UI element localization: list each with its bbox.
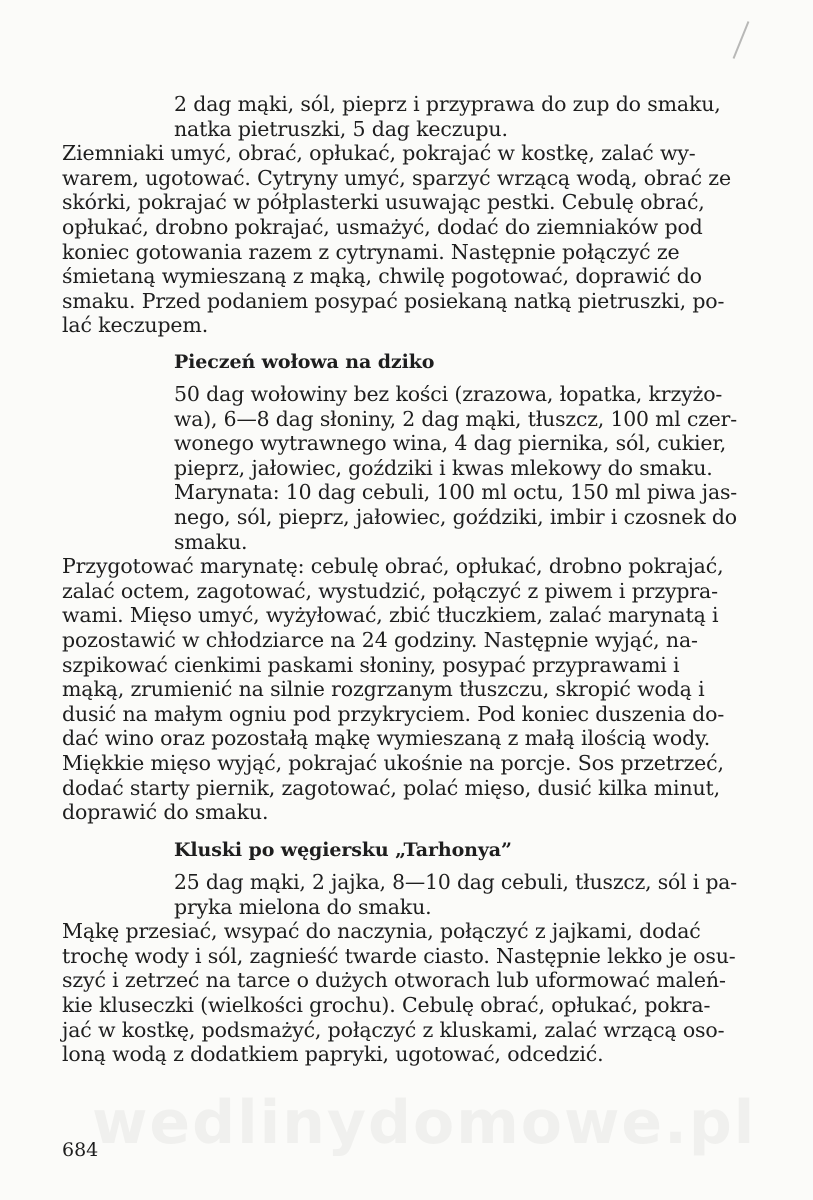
instruction-line: trochę wody i sól, zagnieść twarde ciasto. Następnie lekko je osu- <box>62 943 736 968</box>
instruction-line: skórki, pokrajać w półplasterki usuwając pestki. Cebulę obrać, <box>62 190 705 215</box>
recipe-1-block <box>62 382 737 825</box>
instruction-line: doprawić do smaku. <box>62 800 269 825</box>
instruction-line: mąką, zrumienić na silnie rozgrzanym tłuszczu, skropić wodą i <box>62 677 705 702</box>
instruction-line: lać keczupem. <box>62 313 209 338</box>
ingredient-line: wonego wytrawnego wina, 4 dag piernika, sól, cukier, <box>174 431 727 456</box>
instruction-line: wami. Mięso umyć, wyżyłować, zbić tłuczkiem, zalać marynatą i <box>62 603 719 628</box>
ingredient-line: pieprz, jałowiec, goździki i kwas mlekowy do smaku. <box>174 455 713 480</box>
ingredient-line: 25 dag mąki, 2 jajka, 8—10 dag cebuli, tłuszcz, sól i pa- <box>174 870 737 894</box>
instruction-line: pozostawić w chłodziarce na 24 godziny. Następnie wyjąć, na- <box>62 627 698 652</box>
instruction-line: dodać starty piernik, zagotować, polać mięso, dusić kilka minut, <box>62 775 721 800</box>
instruction-line: szyć i zetrzeć na tarce o dużych otworach lub uformować maleń- <box>62 968 726 993</box>
page-number: 684 <box>62 1139 99 1161</box>
instruction-line: Miękkie mięso wyjąć, pokrajać ukośnie na porcje. Sos przetrzeć, <box>62 750 724 775</box>
intro-block <box>62 92 737 338</box>
ingredient-line: wa), 6—8 dag słoniny, 2 dag mąki, tłuszcz, 100 ml czer- <box>174 406 737 431</box>
recipe-2-block <box>62 870 737 1067</box>
instruction-line: Mąkę przesiać, wsypać do naczynia, połączyć z jajkami, dodać <box>62 919 701 944</box>
instruction-line: dać wino oraz pozostałą mąkę wymieszaną z małą ilością wody. <box>62 726 711 751</box>
instruction-line: Ziemniaki umyć, obrać, opłukać, pokrajać w kostkę, zalać wy- <box>62 141 696 166</box>
scan-artifact <box>733 21 750 59</box>
ingredient-line: pryka mielona do smaku. <box>174 894 432 919</box>
ingredient-line: Marynata: 10 dag cebuli, 100 ml octu, 150 ml piwa jas- <box>174 480 738 505</box>
instruction-line: warem, ugotować. Cytryny umyć, sparzyć wrzącą wodą, obrać ze <box>62 165 731 190</box>
ingredient-line: nego, sól, pieprz, jałowiec, goździki, imbir i czosnek do <box>174 504 737 529</box>
ingredient-line: natka pietruszki, 5 dag keczupu. <box>174 116 508 141</box>
ingredient-line: smaku. <box>174 529 248 554</box>
ingredient-line: 50 dag wołowiny bez kości (zrazowa, łopatka, krzyżo- <box>174 382 723 406</box>
ingredient-line: 2 dag mąki, sól, pieprz i przyprawa do zup do smaku, <box>174 92 721 116</box>
instruction-line: jać w kostkę, podsmażyć, połączyć z kluskami, zalać wrzącą oso- <box>62 1017 725 1042</box>
recipe-title: Kluski po węgiersku „Tarhonya” <box>174 839 512 861</box>
instruction-line: szpikować cienkimi paskami słoniny, posypać przyprawami i <box>62 652 680 677</box>
instruction-line: loną wodą z dodatkiem papryki, ugotować, odcedzić. <box>62 1042 604 1067</box>
instruction-line: śmietaną wymieszaną z mąką, chwilę pogotować, doprawić do <box>62 264 702 289</box>
instruction-line: Przygotować marynatę: cebulę obrać, opłukać, drobno pokrajać, <box>62 554 724 579</box>
instruction-line: dusić na małym ogniu pod przykryciem. Pod koniec duszenia do- <box>62 701 725 726</box>
instruction-line: kie kluseczki (wielkości grochu). Cebulę obrać, opłukać, pokra- <box>62 992 711 1017</box>
watermark: wedlinydomowe.pl <box>92 1088 757 1158</box>
instruction-line: zalać octem, zagotować, wystudzić, połączyć z piwem i przypra- <box>62 578 718 603</box>
recipe-title: Pieczeń wołowa na dziko <box>174 351 435 373</box>
instruction-line: koniec gotowania razem z cytrynami. Następnie połączyć ze <box>62 239 680 264</box>
instruction-line: smaku. Przed podaniem posypać posiekaną natką pietruszki, po- <box>62 288 725 313</box>
instruction-line: opłukać, drobno pokrajać, usmażyć, dodać do ziemniaków pod <box>62 214 703 239</box>
